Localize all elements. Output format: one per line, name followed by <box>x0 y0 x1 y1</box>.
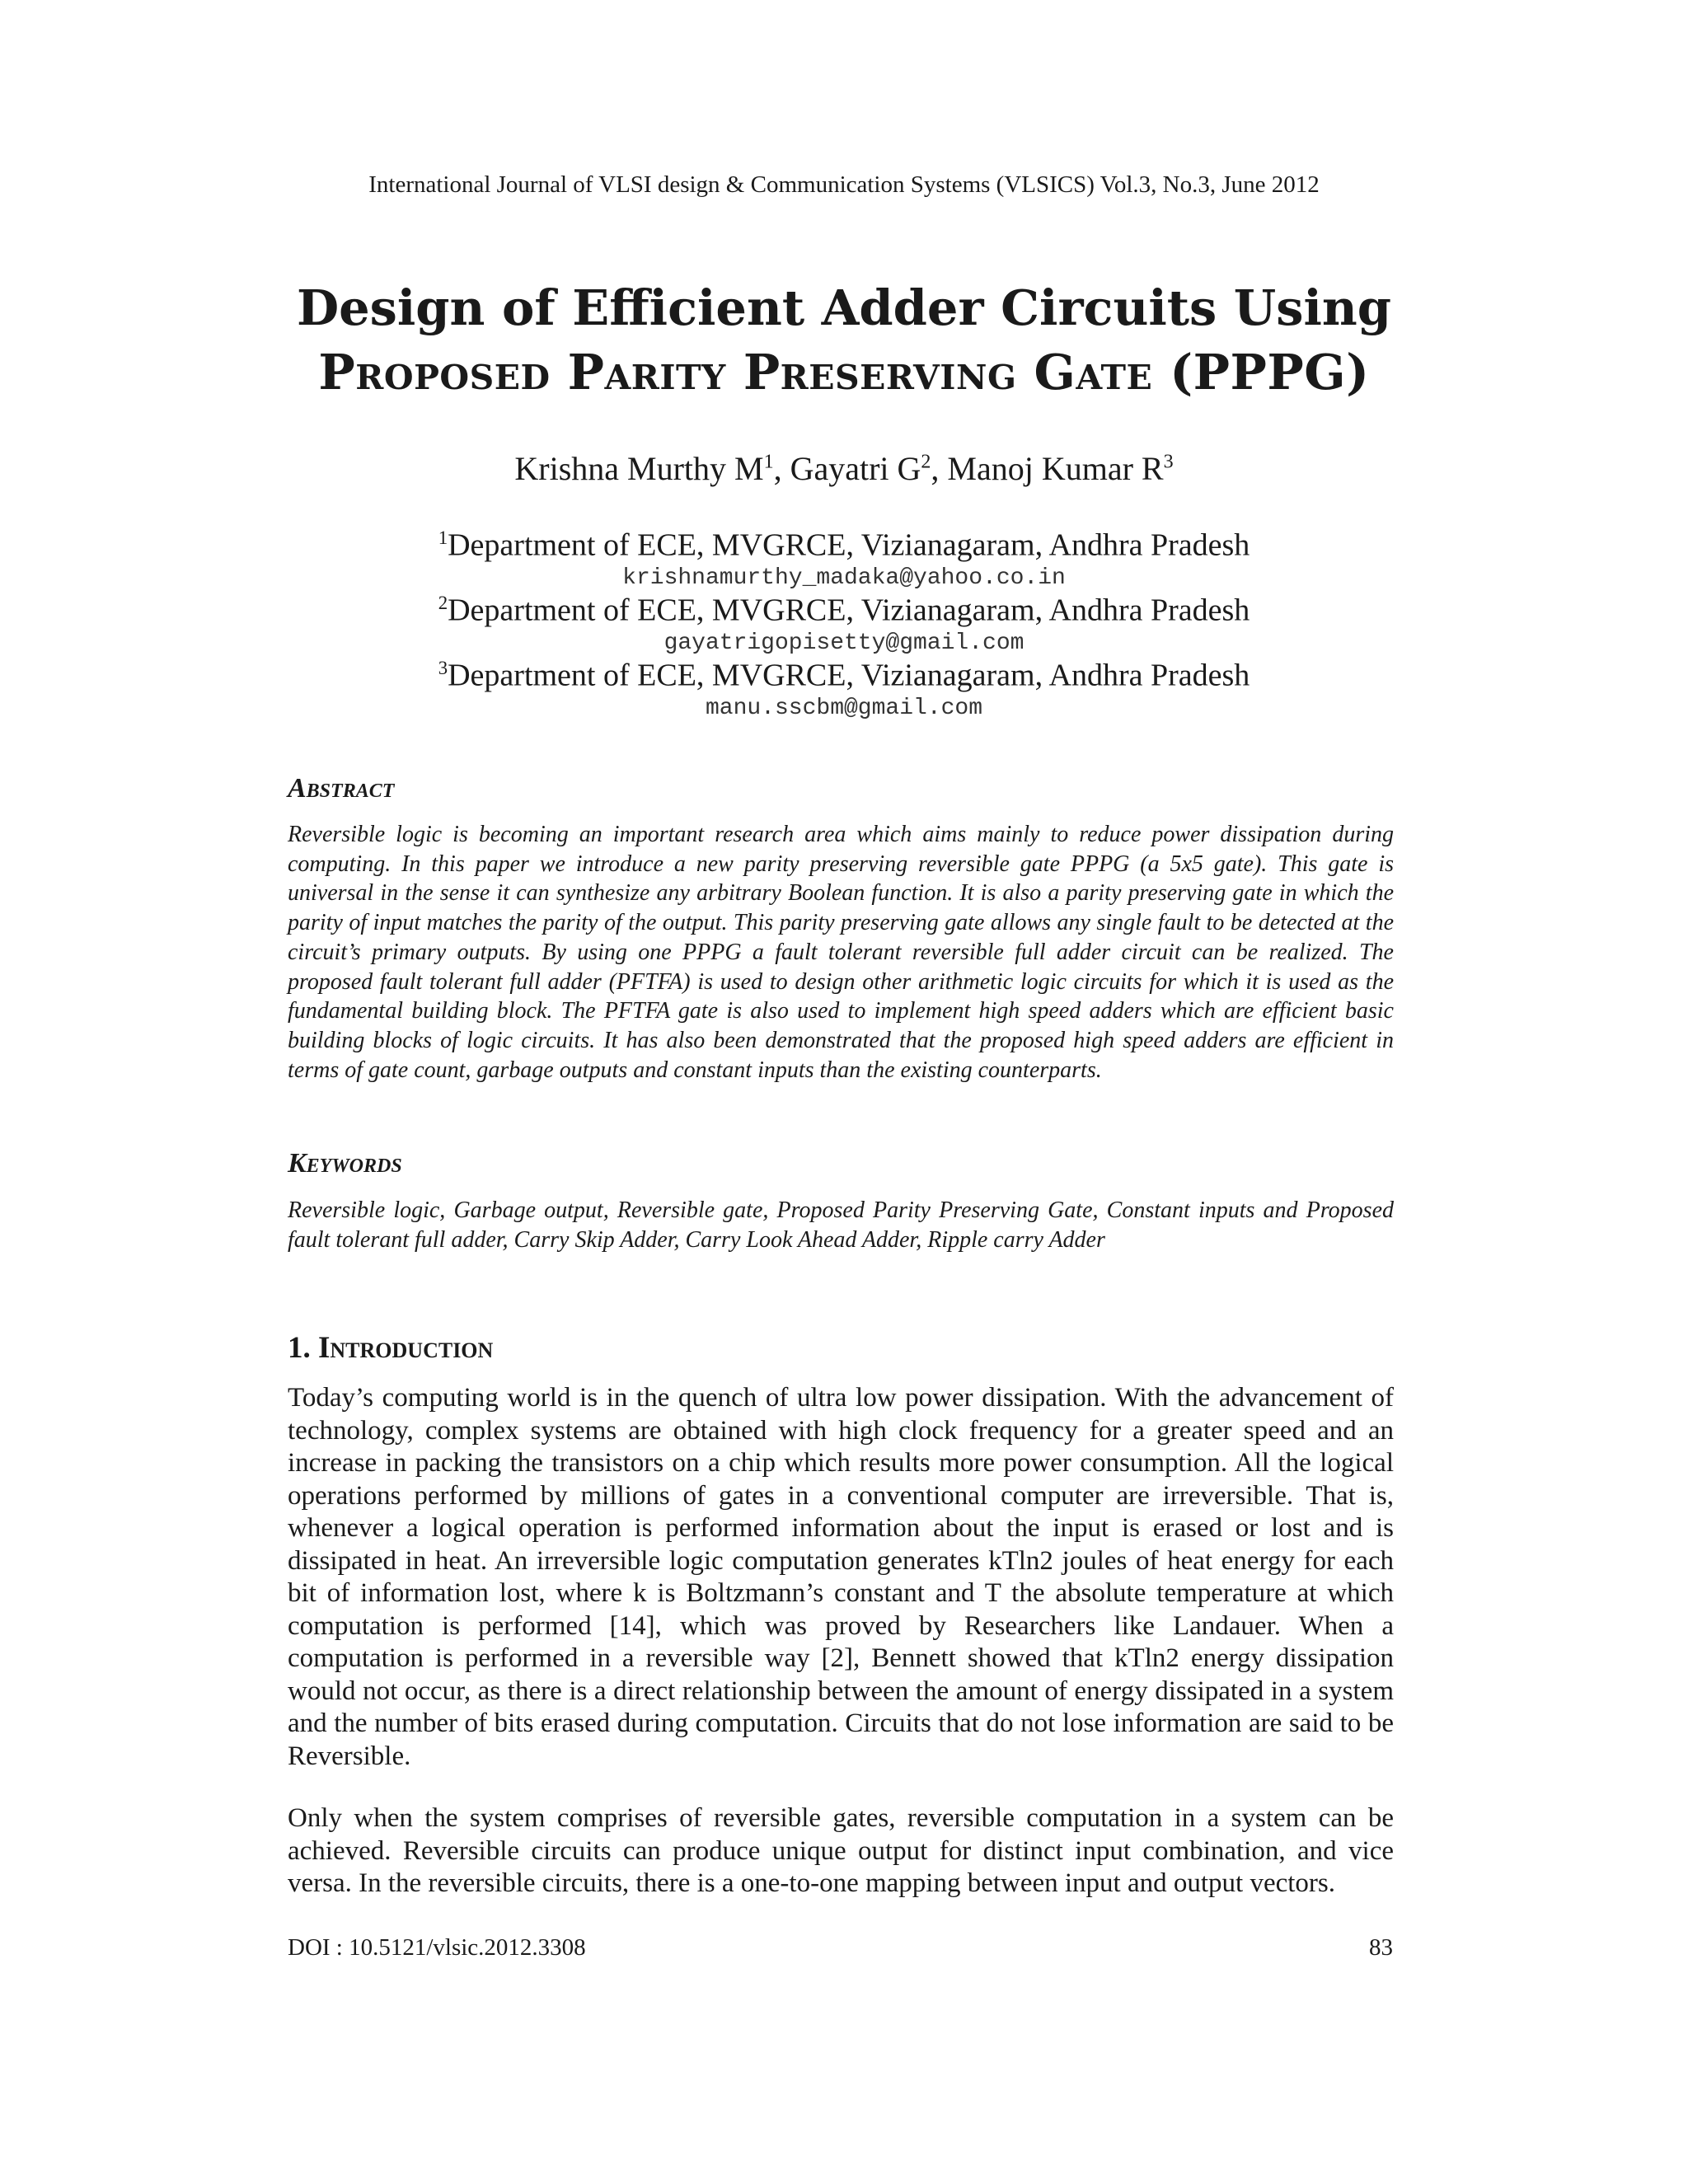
keywords-heading: Keywords <box>288 1148 402 1179</box>
affil-mark: 1 <box>438 527 448 548</box>
affil-email[interactable]: manu.sscbm@gmail.com <box>705 695 983 721</box>
author-affil-mark: 1 <box>763 451 774 473</box>
affil-department: Department of ECE, MVGRCE, Vizianagaram, Andhra Pradesh <box>448 593 1250 628</box>
author-affil-mark: 2 <box>921 451 931 473</box>
affiliation-2 <box>0 583 1688 656</box>
affiliation-1 <box>0 518 1688 591</box>
keywords-text: Reversible logic, Garbage output, Reversible gate, Proposed Parity Preserving Gate, Constant inputs and Proposed fault tolerant full adder, Carry Skip Adder, Carry Look Ahead Adder, Ripple carry Adder <box>288 1197 1394 1253</box>
affil-department: Department of ECE, MVGRCE, Vizianagaram, Andhra Pradesh <box>448 527 1250 563</box>
affil-email[interactable]: gayatrigopisetty@gmail.com <box>663 630 1025 656</box>
affil-department: Department of ECE, MVGRCE, Vizianagaram, Andhra Pradesh <box>448 658 1250 693</box>
author-affil-mark: 3 <box>1163 451 1174 473</box>
intro-paragraph-1: Today’s computing world is in the quench of ultra low power dissipation. With the advancement of technology, complex systems are obtained with high clock frequency for a greater speed and an increase in packing the transistors on a chip which results more power consumption. All the logical operations performed by millions of gates in a conventional computer are irreversible. That is, whenever a logical operation is performed information about the input is erased or lost and is dissipated in heat. An irreversible logic computation generates kTln2 joules of heat energy for each bit of information lost, where k is Boltzmann’s constant and T the absolute temperature at which computation is performed [14], which was proved by Researchers like Landauer. When a computation is performed in a reversible way [2], Bennett showed that kTln2 energy dissipation would not occur, as there is a direct relationship between the amount of energy dissipated in a system and the number of bits erased during computation. Circuits that do not lose information are said to be Reversible. <box>288 1383 1394 1771</box>
affil-email[interactable]: krishnamurthy_madaka@yahoo.co.in <box>622 565 1066 591</box>
page-number: 83 <box>1369 1934 1393 1961</box>
title-line-2: Proposed Parity Preserving Gate (PPPG) <box>318 344 1370 401</box>
running-head: International Journal of VLSI design & Communication Systems (VLSICS) Vol.3, No.3, June 2012 <box>368 171 1320 198</box>
paper-title <box>0 276 1688 405</box>
affil-mark: 2 <box>438 593 448 613</box>
intro-paragraph-2: Only when the system comprises of reversible gates, reversible computation in a system can be achieved. Reversible circuits can produce unique output for distinct input combination, and vice versa. In the reversible circuits, there is a one-to-one mapping between input and output vectors. <box>288 1803 1394 1898</box>
author-name: Gayatri G <box>790 450 921 487</box>
author-name: Manoj Kumar R <box>947 450 1164 487</box>
author-separator: , <box>773 450 790 487</box>
title-line-1: Design of Efficient Adder Circuits Using <box>296 279 1392 336</box>
author-separator: , <box>931 450 948 487</box>
affil-mark: 3 <box>438 658 448 678</box>
abstract-heading: Abstract <box>288 773 395 804</box>
abstract-text: Reversible logic is becoming an important research area which aims mainly to reduce power dissipation during computing. In this paper we introduce a new parity preserving reversible gate PPPG (a 5x5 gate). This gate is universal in the sense it can synthesize any arbitrary Boolean function. It is also a parity preserving gate in which the parity of input matches the parity of the output. This parity preserving gate allows any single fault to be detected at the circuit’s primary outputs. By using one PPPG a fault tolerant reversible full adder circuit can be realized. The proposed fault tolerant full adder (PFTFA) is used to design other arithmetic logic circuits for which it is used as the fundamental building block. The PFTFA gate is also used to implement high speed adders which are efficient basic building blocks of logic circuits. It has also been demonstrated that the proposed high speed adders are efficient in terms of gate count, garbage outputs and constant inputs than the existing counterparts. <box>288 822 1394 1083</box>
footer-doi: DOI : 10.5121/vlsic.2012.3308 <box>288 1934 586 1961</box>
author-name: Krishna Murthy M <box>514 450 764 487</box>
section-heading-introduction: 1. Introduction <box>288 1331 494 1365</box>
author-list <box>0 449 1688 488</box>
affiliation-3 <box>0 648 1688 721</box>
